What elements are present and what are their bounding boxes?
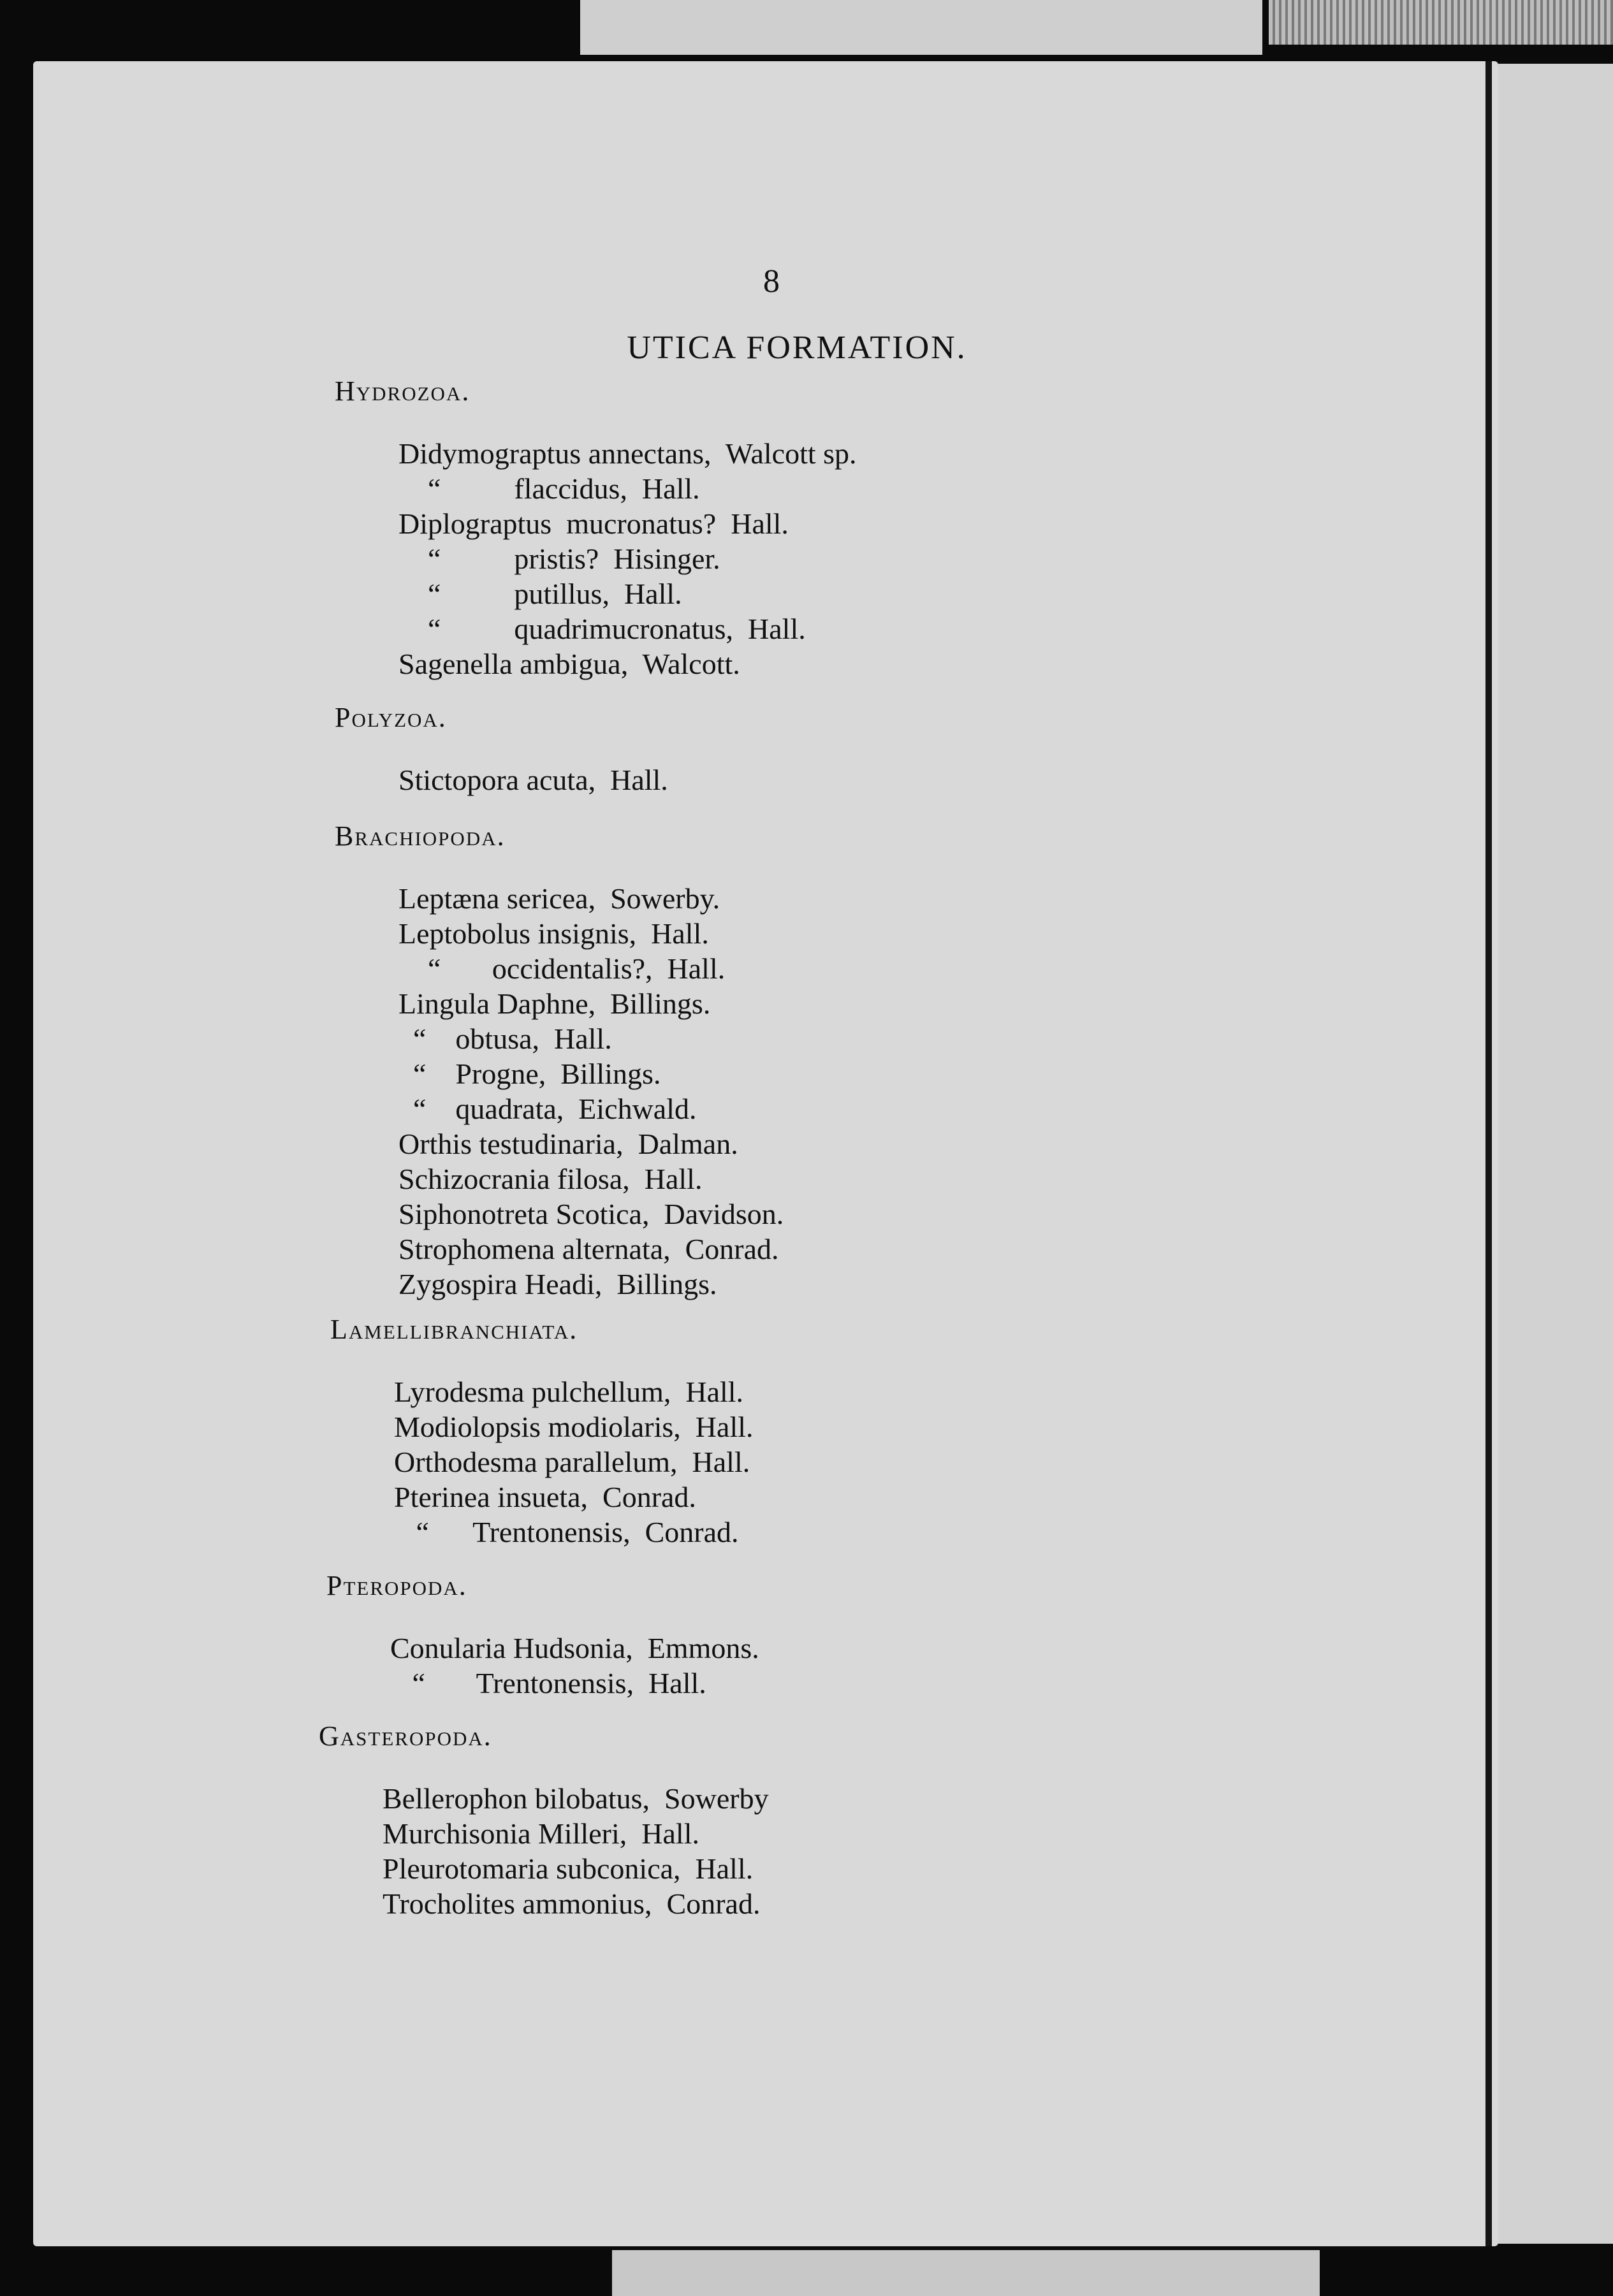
list-item: Pterinea insueta, Conrad. [394, 1481, 696, 1513]
section-hydrozoa [335, 371, 857, 681]
list-item: Leptæna sericea, Sowerby. [398, 882, 720, 915]
section-lamellibranchiata [330, 1309, 754, 1550]
list-item: “ obtusa, Hall. [398, 1022, 612, 1055]
list-item: Schizocrania filosa, Hall. [398, 1163, 703, 1195]
species-list [394, 1374, 754, 1550]
species-list [383, 1781, 769, 1921]
species-list [398, 436, 857, 681]
list-item: Sagenella ambigua, Walcott. [398, 648, 740, 680]
list-item: Siphonotreta Scotica, Davidson. [398, 1198, 784, 1230]
list-item: “ quadrata, Eichwald. [398, 1093, 697, 1125]
list-item: “ Trentonensis, Hall. [390, 1667, 706, 1699]
section-heading: Brachiopoda. [335, 820, 506, 852]
section-pteropoda [326, 1566, 759, 1701]
list-item: Trocholites ammonius, Conrad. [383, 1887, 761, 1920]
list-item: Zygospira Headi, Billings. [398, 1268, 717, 1300]
species-list [390, 1631, 759, 1701]
section-heading: Gasteropoda. [319, 1720, 492, 1752]
section-heading: Polyzoa. [335, 702, 447, 733]
list-item: “ occidentalis?, Hall. [398, 952, 726, 985]
list-item: “ flaccidus, Hall. [398, 472, 700, 505]
list-item: “ Trentonensis, Conrad. [394, 1516, 739, 1548]
list-item: Pleurotomaria subconica, Hall. [383, 1852, 754, 1885]
page-number: 8 [763, 263, 780, 300]
list-item: Diplograptus mucronatus? Hall. [398, 507, 789, 540]
list-item: Orthis testudinaria, Dalman. [398, 1128, 738, 1160]
list-item: Modiolopsis modiolaris, Hall. [394, 1411, 754, 1443]
list-item: “ putillus, Hall. [398, 578, 682, 610]
list-item: Didymograptus annectans, Walcott sp. [398, 437, 857, 470]
section-polyzoa [335, 697, 668, 797]
section-heading: Hydrozoa. [335, 375, 471, 407]
species-list [398, 762, 668, 797]
section-heading: Pteropoda. [326, 1570, 467, 1601]
species-list [398, 881, 784, 1302]
list-item: Murchisonia Milleri, Hall. [383, 1817, 699, 1850]
list-item: Conularia Hudsonia, Emmons. [390, 1632, 759, 1664]
section-gasteropoda [319, 1716, 769, 1921]
list-item: Leptobolus insignis, Hall. [398, 917, 709, 950]
list-item: “ Progne, Billings. [398, 1057, 661, 1090]
section-brachiopoda [335, 816, 784, 1302]
section-heading: Lamellibranchiata. [330, 1314, 578, 1345]
page-title: UTICA FORMATION. [627, 330, 967, 366]
list-item: Strophomena alternata, Conrad. [398, 1233, 779, 1265]
list-item: “ quadrimucronatus, Hall. [398, 613, 806, 645]
list-item: Lingula Daphne, Billings. [398, 987, 711, 1020]
list-item: Lyrodesma pulchellum, Hall. [394, 1376, 744, 1408]
list-item: “ pristis? Hisinger. [398, 542, 720, 575]
list-item: Orthodesma parallelum, Hall. [394, 1446, 750, 1478]
list-item: Stictopora acuta, Hall. [398, 764, 668, 796]
list-item: Bellerophon bilobatus, Sowerby [383, 1782, 769, 1815]
